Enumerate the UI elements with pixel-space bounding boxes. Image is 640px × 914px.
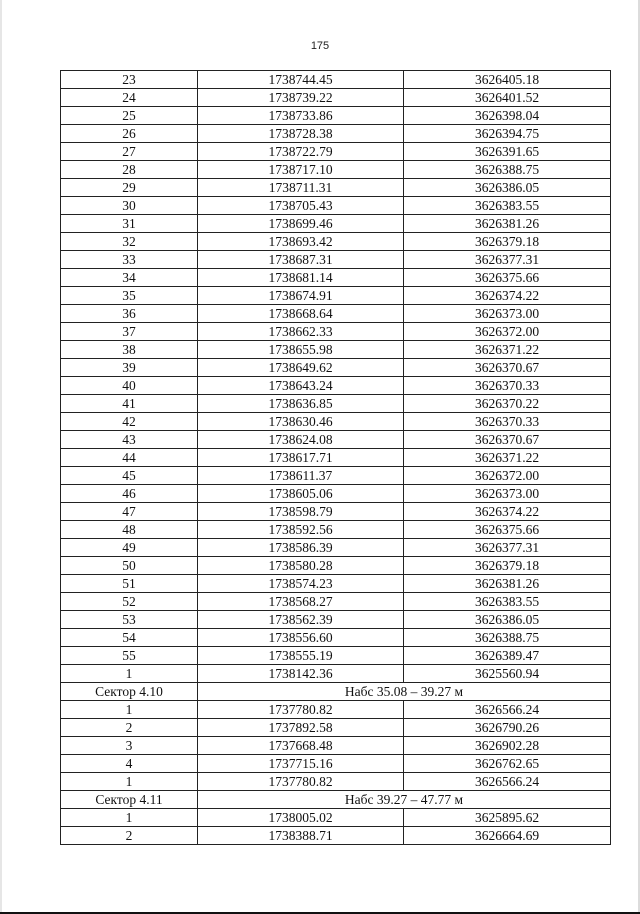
y-coordinate-cell: 3626370.67 xyxy=(404,431,611,449)
x-coordinate-cell: 1738598.79 xyxy=(198,503,404,521)
y-coordinate-cell: 3626383.55 xyxy=(404,593,611,611)
table-row xyxy=(61,521,611,539)
table-row xyxy=(61,611,611,629)
point-number-cell: 39 xyxy=(61,359,198,377)
point-number-cell: 52 xyxy=(61,593,198,611)
point-number-cell: 29 xyxy=(61,179,198,197)
table-row xyxy=(61,143,611,161)
point-number-cell: 27 xyxy=(61,143,198,161)
point-number-cell: 2 xyxy=(61,719,198,737)
point-number-cell: 53 xyxy=(61,611,198,629)
y-coordinate-cell: 3626370.33 xyxy=(404,413,611,431)
point-number-cell: 41 xyxy=(61,395,198,413)
y-coordinate-cell: 3626375.66 xyxy=(404,269,611,287)
y-coordinate-cell: 3626373.00 xyxy=(404,305,611,323)
table-row xyxy=(61,467,611,485)
point-number-cell: 35 xyxy=(61,287,198,305)
x-coordinate-cell: 1738733.86 xyxy=(198,107,404,125)
y-coordinate-cell: 3626377.31 xyxy=(404,539,611,557)
y-coordinate-cell: 3626664.69 xyxy=(404,827,611,845)
y-coordinate-cell: 3626372.00 xyxy=(404,323,611,341)
x-coordinate-cell: 1738562.39 xyxy=(198,611,404,629)
point-number-cell: 46 xyxy=(61,485,198,503)
x-coordinate-cell: 1738574.23 xyxy=(198,575,404,593)
x-coordinate-cell: 1738580.28 xyxy=(198,557,404,575)
x-coordinate-cell: 1738556.60 xyxy=(198,629,404,647)
point-number-cell: 49 xyxy=(61,539,198,557)
y-coordinate-cell: 3626902.28 xyxy=(404,737,611,755)
point-number-cell: 31 xyxy=(61,215,198,233)
y-coordinate-cell: 3626790.26 xyxy=(404,719,611,737)
y-coordinate-cell: 3626370.22 xyxy=(404,395,611,413)
sector-header-row xyxy=(61,791,611,809)
y-coordinate-cell: 3626371.22 xyxy=(404,449,611,467)
table-row xyxy=(61,503,611,521)
x-coordinate-cell: 1738728.38 xyxy=(198,125,404,143)
table-row xyxy=(61,557,611,575)
point-number-cell: 2 xyxy=(61,827,198,845)
y-coordinate-cell: 3626389.47 xyxy=(404,647,611,665)
point-number-cell: 26 xyxy=(61,125,198,143)
table-row xyxy=(61,179,611,197)
point-number-cell: 25 xyxy=(61,107,198,125)
x-coordinate-cell: 1738617.71 xyxy=(198,449,404,467)
y-coordinate-cell: 3626566.24 xyxy=(404,773,611,791)
x-coordinate-cell: 1738555.19 xyxy=(198,647,404,665)
point-number-cell: 51 xyxy=(61,575,198,593)
y-coordinate-cell: 3626371.22 xyxy=(404,341,611,359)
y-coordinate-cell: 3626388.75 xyxy=(404,629,611,647)
table-row xyxy=(61,197,611,215)
x-coordinate-cell: 1738005.02 xyxy=(198,809,404,827)
y-coordinate-cell: 3626379.18 xyxy=(404,557,611,575)
x-coordinate-cell: 1738687.31 xyxy=(198,251,404,269)
point-number-cell: 54 xyxy=(61,629,198,647)
x-coordinate-cell: 1738643.24 xyxy=(198,377,404,395)
y-coordinate-cell: 3626374.22 xyxy=(404,287,611,305)
table-row xyxy=(61,485,611,503)
x-coordinate-cell: 1738388.71 xyxy=(198,827,404,845)
y-coordinate-cell: 3626372.00 xyxy=(404,467,611,485)
point-number-cell: 33 xyxy=(61,251,198,269)
point-number-cell: 3 xyxy=(61,737,198,755)
table-row xyxy=(61,395,611,413)
table-row xyxy=(61,719,611,737)
x-coordinate-cell: 1737668.48 xyxy=(198,737,404,755)
table-row xyxy=(61,593,611,611)
sector-label: Сектор 4.11 xyxy=(61,791,198,809)
table-row xyxy=(61,539,611,557)
point-number-cell: 24 xyxy=(61,89,198,107)
table-row xyxy=(61,125,611,143)
table-row xyxy=(61,665,611,683)
point-number-cell: 55 xyxy=(61,647,198,665)
point-number-cell: 30 xyxy=(61,197,198,215)
y-coordinate-cell: 3626386.05 xyxy=(404,179,611,197)
y-coordinate-cell: 3626373.00 xyxy=(404,485,611,503)
y-coordinate-cell: 3626391.65 xyxy=(404,143,611,161)
point-number-cell: 50 xyxy=(61,557,198,575)
x-coordinate-cell: 1738681.14 xyxy=(198,269,404,287)
x-coordinate-cell: 1738592.56 xyxy=(198,521,404,539)
page-number: 175 xyxy=(310,40,330,52)
table-row xyxy=(61,647,611,665)
y-coordinate-cell: 3626370.33 xyxy=(404,377,611,395)
point-number-cell: 42 xyxy=(61,413,198,431)
point-number-cell: 32 xyxy=(61,233,198,251)
x-coordinate-cell: 1738717.10 xyxy=(198,161,404,179)
table-row xyxy=(61,269,611,287)
table-row xyxy=(61,629,611,647)
point-number-cell: 1 xyxy=(61,773,198,791)
table-row xyxy=(61,107,611,125)
table-row xyxy=(61,305,611,323)
x-coordinate-cell: 1738699.46 xyxy=(198,215,404,233)
x-coordinate-cell: 1737892.58 xyxy=(198,719,404,737)
y-coordinate-cell: 3626398.04 xyxy=(404,107,611,125)
table-row xyxy=(61,215,611,233)
x-coordinate-cell: 1738142.36 xyxy=(198,665,404,683)
x-coordinate-cell: 1738611.37 xyxy=(198,467,404,485)
y-coordinate-cell: 3626370.67 xyxy=(404,359,611,377)
point-number-cell: 1 xyxy=(61,665,198,683)
x-coordinate-cell: 1737715.16 xyxy=(198,755,404,773)
point-number-cell: 1 xyxy=(61,809,198,827)
table-row xyxy=(61,233,611,251)
table-row xyxy=(61,827,611,845)
y-coordinate-cell: 3626394.75 xyxy=(404,125,611,143)
table-row xyxy=(61,377,611,395)
table-row xyxy=(61,773,611,791)
table-row xyxy=(61,809,611,827)
x-coordinate-cell: 1738586.39 xyxy=(198,539,404,557)
point-number-cell: 45 xyxy=(61,467,198,485)
sector-label: Сектор 4.10 xyxy=(61,683,198,701)
table-row xyxy=(61,701,611,719)
y-coordinate-cell: 3626405.18 xyxy=(404,71,611,89)
x-coordinate-cell: 1738674.91 xyxy=(198,287,404,305)
table-row xyxy=(61,287,611,305)
y-coordinate-cell: 3626383.55 xyxy=(404,197,611,215)
table-row xyxy=(61,431,611,449)
y-coordinate-cell: 3626381.26 xyxy=(404,575,611,593)
y-coordinate-cell: 3625560.94 xyxy=(404,665,611,683)
coordinates-table xyxy=(60,70,611,845)
point-number-cell: 48 xyxy=(61,521,198,539)
x-coordinate-cell: 1738722.79 xyxy=(198,143,404,161)
y-coordinate-cell: 3626379.18 xyxy=(404,233,611,251)
table-row xyxy=(61,341,611,359)
x-coordinate-cell: 1738568.27 xyxy=(198,593,404,611)
table-row xyxy=(61,359,611,377)
sector-header-row xyxy=(61,683,611,701)
scan-edge-left xyxy=(0,0,2,914)
y-coordinate-cell: 3626377.31 xyxy=(404,251,611,269)
x-coordinate-cell: 1738744.45 xyxy=(198,71,404,89)
x-coordinate-cell: 1737780.82 xyxy=(198,701,404,719)
point-number-cell: 43 xyxy=(61,431,198,449)
table-row xyxy=(61,413,611,431)
x-coordinate-cell: 1738605.06 xyxy=(198,485,404,503)
x-coordinate-cell: 1738668.64 xyxy=(198,305,404,323)
x-coordinate-cell: 1738655.98 xyxy=(198,341,404,359)
x-coordinate-cell: 1738636.85 xyxy=(198,395,404,413)
point-number-cell: 44 xyxy=(61,449,198,467)
y-coordinate-cell: 3626566.24 xyxy=(404,701,611,719)
table-row xyxy=(61,737,611,755)
x-coordinate-cell: 1738693.42 xyxy=(198,233,404,251)
x-coordinate-cell: 1737780.82 xyxy=(198,773,404,791)
x-coordinate-cell: 1738630.46 xyxy=(198,413,404,431)
table-row xyxy=(61,161,611,179)
point-number-cell: 36 xyxy=(61,305,198,323)
table-row xyxy=(61,755,611,773)
table-row xyxy=(61,575,611,593)
y-coordinate-cell: 3626401.52 xyxy=(404,89,611,107)
point-number-cell: 4 xyxy=(61,755,198,773)
table-row xyxy=(61,449,611,467)
point-number-cell: 47 xyxy=(61,503,198,521)
point-number-cell: 1 xyxy=(61,701,198,719)
y-coordinate-cell: 3626762.65 xyxy=(404,755,611,773)
point-number-cell: 34 xyxy=(61,269,198,287)
point-number-cell: 38 xyxy=(61,341,198,359)
x-coordinate-cell: 1738624.08 xyxy=(198,431,404,449)
table-row xyxy=(61,323,611,341)
x-coordinate-cell: 1738711.31 xyxy=(198,179,404,197)
y-coordinate-cell: 3626388.75 xyxy=(404,161,611,179)
coordinates-table-body xyxy=(61,71,611,845)
table-row xyxy=(61,251,611,269)
point-number-cell: 40 xyxy=(61,377,198,395)
x-coordinate-cell: 1738739.22 xyxy=(198,89,404,107)
sector-elevation-range: Набс 39.27 – 47.77 м xyxy=(198,791,611,809)
point-number-cell: 37 xyxy=(61,323,198,341)
y-coordinate-cell: 3625895.62 xyxy=(404,809,611,827)
point-number-cell: 23 xyxy=(61,71,198,89)
y-coordinate-cell: 3626374.22 xyxy=(404,503,611,521)
x-coordinate-cell: 1738705.43 xyxy=(198,197,404,215)
y-coordinate-cell: 3626375.66 xyxy=(404,521,611,539)
table-row xyxy=(61,89,611,107)
y-coordinate-cell: 3626386.05 xyxy=(404,611,611,629)
x-coordinate-cell: 1738662.33 xyxy=(198,323,404,341)
table-row xyxy=(61,71,611,89)
y-coordinate-cell: 3626381.26 xyxy=(404,215,611,233)
x-coordinate-cell: 1738649.62 xyxy=(198,359,404,377)
sector-elevation-range: Набс 35.08 – 39.27 м xyxy=(198,683,611,701)
point-number-cell: 28 xyxy=(61,161,198,179)
